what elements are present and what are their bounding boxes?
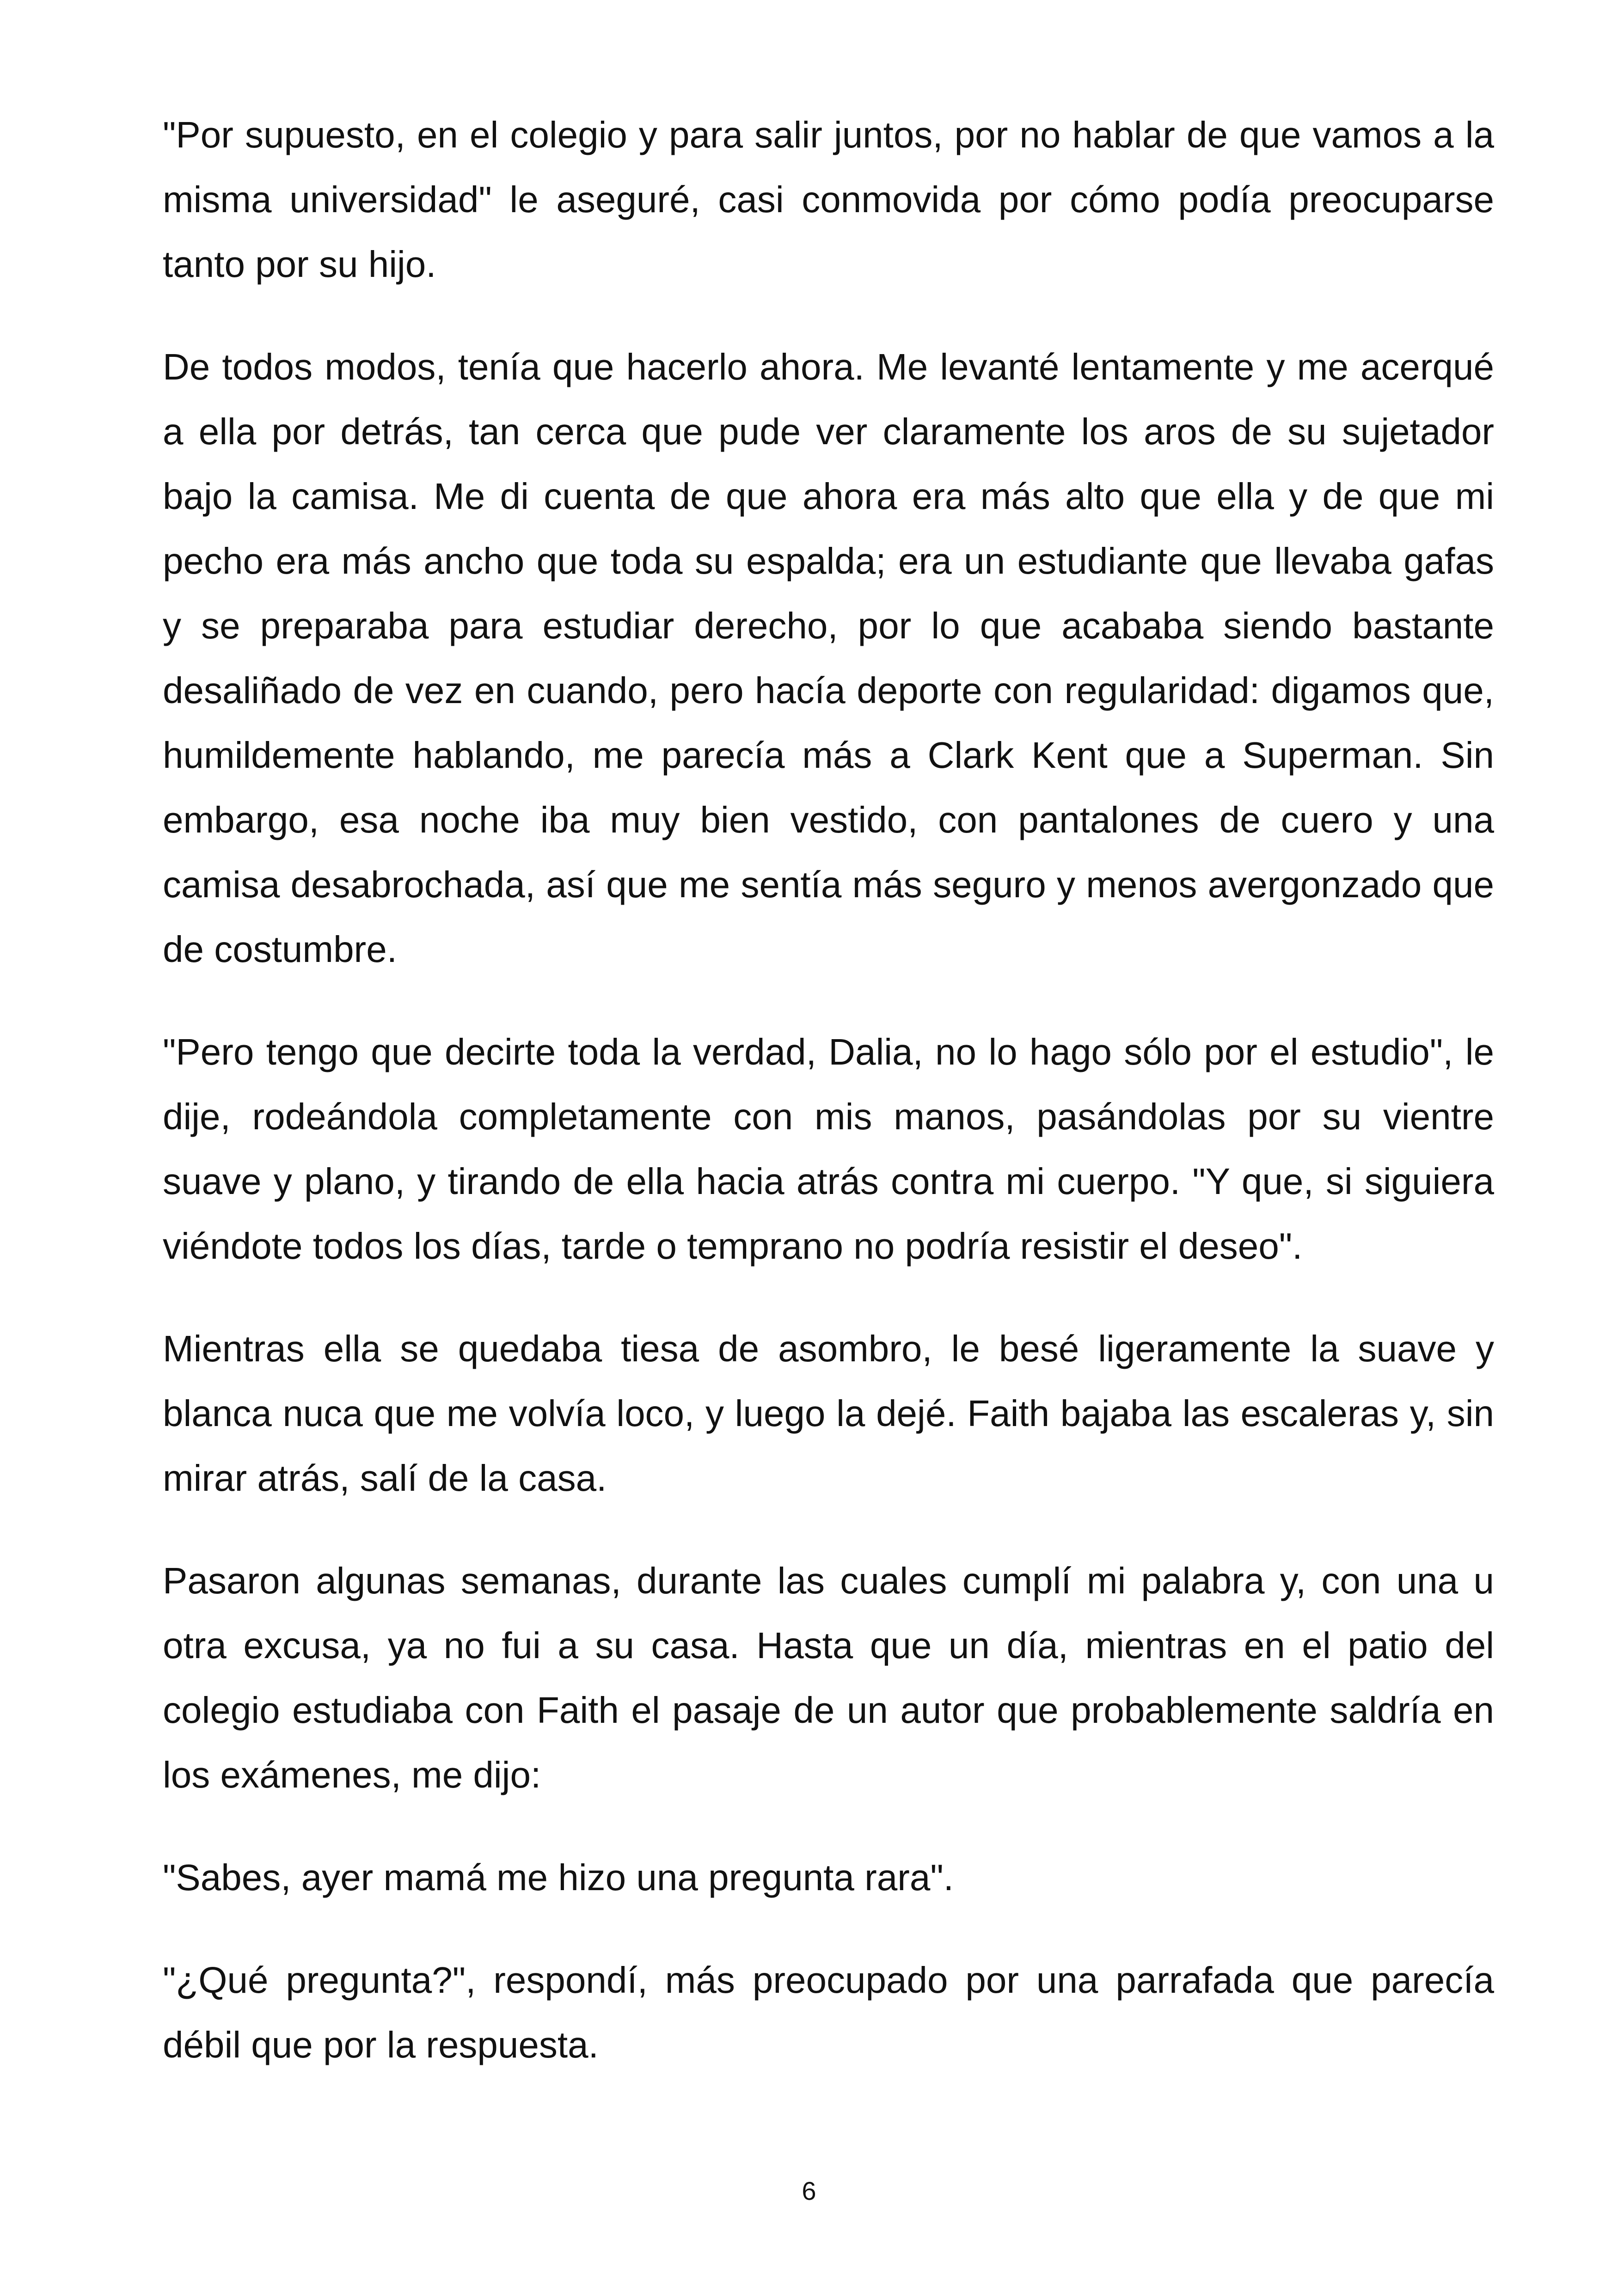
text-body bbox=[163, 103, 1494, 2115]
paragraph-1: "Por supuesto, en el colegio y para salir juntos, por no hablar de que vamos a la misma universidad" le aseguré, casi conmovida por cómo podía preocuparse tanto por su hijo. bbox=[163, 114, 1494, 285]
paragraph-3: "Pero tengo que decirte toda la verdad, Dalia, no lo hago sólo por el estudio", le dije, rodeándola completamente con mis manos, pasándolas por su vientre suave y plano, y tirando de ella hacia atrás contra mi cuerpo. "Y que, si siguiera viéndote todos los días, tarde o temprano no podría resistir el deseo". bbox=[163, 1031, 1494, 1267]
paragraph-4: Mientras ella se quedaba tiesa de asombro, le besé ligeramente la suave y blanca nuca que me volvía loco, y luego la dejé. Faith bajaba las escaleras y, sin mirar atrás, salí de la casa. bbox=[163, 1328, 1494, 1499]
paragraph-5: Pasaron algunas semanas, durante las cuales cumplí mi palabra y, con una u otra excusa, ya no fui a su casa. Hasta que un día, mientras en el patio del colegio estudiaba con Faith el pasaje de un autor que probablemente saldría en los exámenes, me dijo: bbox=[163, 1560, 1494, 1795]
page-number: 6 bbox=[802, 2176, 816, 2205]
paragraph-6: "Sabes, ayer mamá me hizo una pregunta rara". bbox=[163, 1857, 954, 1898]
paragraph-7: "¿Qué pregunta?", respondí, más preocupado por una parrafada que parecía débil que por la respuesta. bbox=[163, 1959, 1494, 2065]
paragraph-2: De todos modos, tenía que hacerlo ahora. Me levanté lentamente y me acerqué a ella por detrás, tan cerca que pude ver claramente los aros de su sujetador bajo la camisa. Me di cuenta de que ahora era más alto que ella y de que mi pecho era más ancho que toda su espalda; era un estudiante que llevaba gafas y se preparaba para estudiar derecho, por lo que acababa siendo bastante desaliñado de vez en cuando, pero hacía deporte con regularidad: digamos que, humildemente hablando, me parecía más a Clark Kent que a Superman. Sin embargo, esa noche iba muy bien vestido, con pantalones de cuero y una camisa desabrochada, así que me sentía más seguro y menos avergonzado que de costumbre. bbox=[163, 346, 1494, 970]
